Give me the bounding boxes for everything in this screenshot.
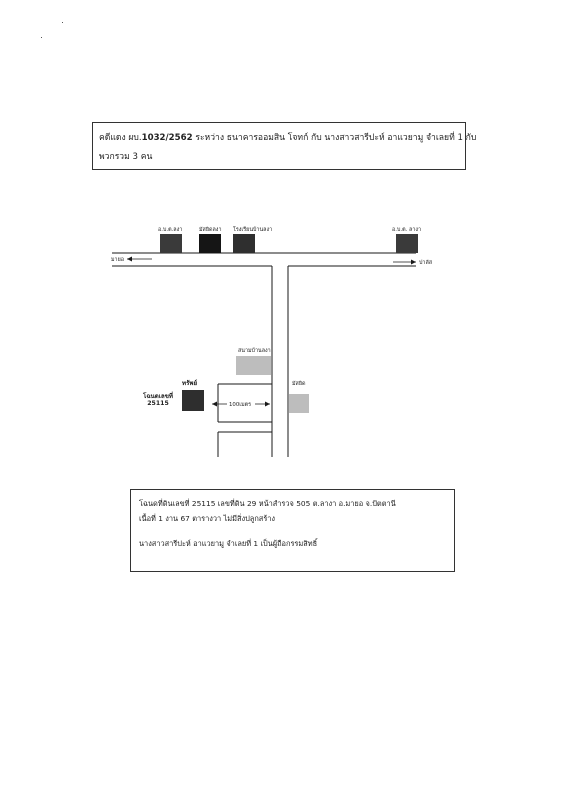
case-prefix: คดีแดง ผบ. (99, 133, 142, 143)
deed-info-box (130, 489, 455, 572)
case-parties: ระหว่าง ธนาคารออมสิน โจทก์ กับ นางสาวสารีปะห์ อาแวยามู จำเลยที่ 1 กับ (192, 133, 477, 143)
case-number: 1032/2562 (141, 133, 193, 143)
distance-head-right (265, 402, 270, 407)
deed-info-line2: เนื้อที่ 1 งาน 67 ตารางวา ไม่มีสิ่งปลูกสร้าง (139, 514, 276, 523)
label-deed-line1: โฉนดเลขที่ (143, 393, 174, 400)
label-deed-number (143, 393, 173, 407)
distance-head-left (212, 402, 217, 407)
deed-info-owner: นางสาวสารีปะห์ อาแวยามู จำเลยที่ 1 เป็นผู้ถือกรรมสิทธิ์ (139, 539, 318, 548)
deed-info-line1: โฉนดที่ดินเลขที่ 25115 เลขที่ดิน 29 หน้าสำรวจ 505 ต.ลางา อ.มายอ จ.ปัตตานี (139, 499, 396, 508)
sao-left-building (160, 234, 182, 253)
case-header-line2: พวกรวม 3 คน (99, 152, 153, 162)
label-sao-left: อ.บ.ต.ลงา (158, 227, 183, 233)
property-block (182, 390, 204, 411)
field-block (236, 356, 271, 375)
label-property: ทรัพย์ (182, 380, 198, 387)
label-school: โรงเรียนบ้านลงา (233, 227, 273, 233)
arrow-left-head (127, 257, 132, 262)
school-building (233, 234, 255, 253)
arrow-right-head (411, 260, 416, 265)
label-sao-right: อ.บ.ต. ลางา (392, 227, 422, 233)
label-mosque-top: มัสยิดลงา (199, 227, 222, 233)
label-distance: 100เมตร (229, 402, 252, 408)
label-deed-line2: 25115 (147, 400, 169, 407)
mosque-building (199, 234, 221, 253)
sao-right-building (396, 234, 418, 253)
label-small-mosque: มัสยิด (292, 381, 306, 387)
small-mosque-block (289, 394, 309, 413)
label-direction-left: มายอ (111, 257, 124, 263)
label-direction-right: ปาลัส (419, 260, 433, 266)
label-field: สนามบ้านลงา (238, 348, 271, 354)
